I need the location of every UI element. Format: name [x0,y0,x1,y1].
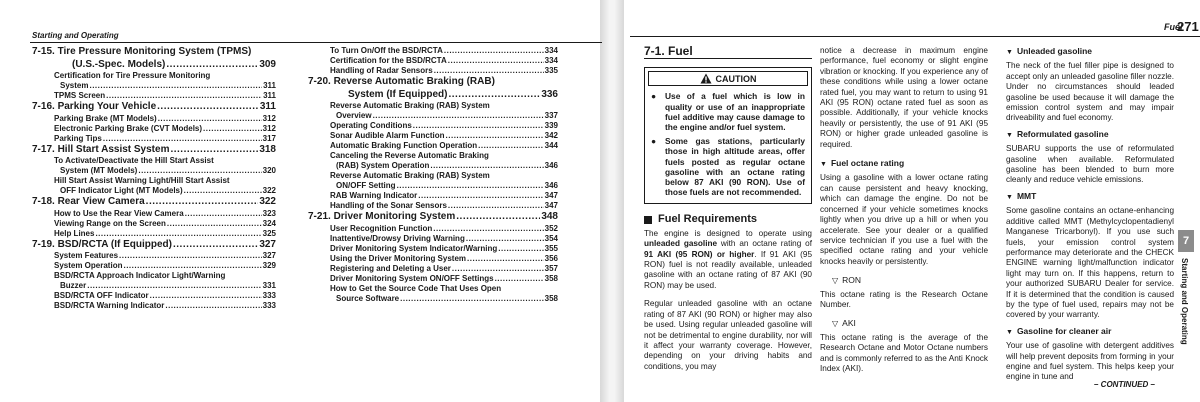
toc-entry-title: BSD/RCTA Warning Indicator [54,301,165,310]
toc-entry[interactable] [308,161,558,171]
toc-entry[interactable] [308,121,558,131]
toc-column-2 [308,46,558,304]
toc-page-number: 358 [544,273,558,283]
toc-page-number: 311 [263,81,276,90]
toc-entry-title: 7-16. Parking Your Vehicle [32,101,157,112]
caution-header [648,71,808,86]
toc-chapter-entry[interactable] [32,101,276,114]
toc-page-number: 309 [259,58,276,70]
toc-entry[interactable] [32,156,276,166]
toc-leader-dots [373,111,544,121]
toc-chapter-entry[interactable] [308,211,558,224]
toc-entry-title: BSD/RCTA Approach Indicator Light/Warning [54,271,226,280]
ron-heading [820,275,988,286]
toc-entry[interactable] [308,264,558,274]
text-run-bold: 91 AKI (95 RON) or higher [644,249,755,259]
toc-entry-title: RAB Warning Indicator [330,191,418,200]
triangle-down-icon: ▼ [1006,193,1013,201]
toc-leader-dots [397,181,544,191]
toc-chapter-entry[interactable] [32,196,276,209]
toc-entry[interactable] [308,111,558,121]
toc-entry-title: To Activate/Deactivate the Hill Start Assist [54,156,214,165]
toc-entry-title: Certification for Tire Pressure Monitoring [54,71,211,80]
toc-entry[interactable] [32,186,276,196]
toc-leader-dots [495,274,544,284]
toc-entry-title: Buzzer [60,281,87,290]
toc-entry[interactable] [32,219,276,229]
text-column-3 [1006,46,1174,383]
toc-column-1 [32,46,276,311]
caution-bullet [651,91,805,132]
toc-leader-dots [467,254,544,264]
section-label: Starting and Operating [32,31,119,40]
toc-entry-title: Parking Tips [54,133,102,143]
toc-page-number: 333 [262,291,276,300]
heading-text: Gasoline for cleaner air [1016,325,1112,336]
toc-leader-dots [103,134,262,144]
toc-entry-title: Using the Driver Monitoring System [330,253,467,263]
toc-leader-dots [203,124,262,134]
heading-text: RON [842,275,862,286]
text-run: with an octane rating of [717,239,812,249]
toc-entry[interactable] [308,151,558,161]
toc-entry-title: Reverse Automatic Braking (RAB) System [330,171,490,180]
toc-page-number: 329 [262,261,276,270]
chapter-side-label: Starting and Operating [1180,258,1189,345]
toc-entry-title: Hill Start Assist Warning Light/Hill Start Assist [54,176,230,185]
toc-entry-title: Handling of Radar Sensors [330,66,433,75]
toc-entry-title: Driver Monitoring System Indicator/Warning [330,243,498,253]
toc-leader-dots [173,239,258,252]
toc-page-number: 335 [544,66,558,75]
toc-page-number: 334 [544,46,558,55]
toc-page-number: 346 [544,161,558,170]
toc-entry-title: Parking Brake (MT Models) [54,113,157,123]
toc-entry[interactable] [308,294,558,304]
toc-leader-dots [448,201,544,211]
toc-leader-dots [123,261,261,271]
fuel-req-paragraph-1 [644,229,812,291]
caution-text: Use of a fuel which is low in quality or use of an inappropriate fuel additive may cause damage to the engine and/or fuel system. [665,91,805,133]
toc-page-number: 318 [259,143,276,155]
toc-page-number: 333 [262,301,276,310]
toc-leader-dots [138,166,261,176]
toc-entry[interactable] [308,141,558,151]
toc-entry[interactable] [308,191,558,201]
toc-leader-dots [466,234,544,244]
bullet-dot-icon: ● [651,91,657,102]
toc-chapter-entry[interactable] [32,59,276,72]
heading-text: Fuel Requirements [658,213,758,226]
heading-text: Reformulated gasoline [1016,128,1109,139]
title-rule [644,58,812,59]
warning-triangle-icon [700,73,712,84]
toc-entry[interactable] [308,181,558,191]
text-column-1 [644,46,812,372]
toc-leader-dots [150,291,262,301]
toc-entry[interactable] [32,281,276,291]
toc-entry-title: 7-18. Rear View Camera [32,196,145,207]
toc-leader-dots [167,219,262,229]
toc-entry-title: Viewing Range on the Screen [54,218,166,228]
toc-entry-title: To Turn On/Off the BSD/RCTA [330,46,443,55]
toc-page-number: 348 [541,211,558,222]
cleaner-air-heading [1006,326,1174,338]
toc-entry-title: System Features [54,251,119,260]
toc-leader-dots [106,91,262,101]
toc-entry[interactable] [308,234,558,244]
book-gutter [600,0,624,402]
heading-text: Unleaded gasoline [1016,46,1093,56]
toc-entry[interactable] [308,66,558,76]
toc-chapter-entry[interactable] [32,46,276,59]
toc-page-number: 337 [544,111,558,120]
toc-entry[interactable] [308,131,558,141]
fuel-octane-heading [820,158,988,170]
triangle-down-icon: ▼ [1006,328,1013,336]
toc-chapter-entry[interactable] [308,89,558,102]
toc-entry-title: Handling of the Sonar Sensors [330,201,447,210]
toc-entry-title: How to Use the Rear View Camera [54,208,184,218]
toc-entry-title: Sonar Audible Alarm Function [330,131,445,140]
toc-entry-title: Driver Monitoring System ON/OFF Settings [330,273,494,283]
triangle-down-icon: ▼ [820,161,827,169]
toc-leader-dots [452,264,544,274]
toc-entry-title: How to Get the Source Code That Uses Open [330,283,502,293]
toc-leader-dots [456,211,540,224]
toc-entry[interactable] [308,201,558,211]
toc-leader-dots [157,101,259,114]
toc-page-number: 331 [262,281,276,290]
toc-entry-title: TPMS Screen [54,91,106,100]
toc-page-number: 358 [544,293,558,303]
toc-entry[interactable] [308,101,558,111]
toc-leader-dots [158,114,262,124]
toc-page-number: 322 [259,196,276,207]
unleaded-paragraph: The neck of the fuel filler pipe is designed to accept only an unleaded gasoline filler nozzle. Under no circumstances should leaded gasoline be used because it will damage the emission control system and may impair driveability and fuel economy. [1006,61,1174,123]
unleaded-heading [1006,46,1174,58]
toc-entry[interactable] [308,274,558,284]
toc-leader-dots [448,56,544,66]
toc-entry[interactable] [308,224,558,234]
toc-leader-dots [146,196,259,209]
toc-entry-title: Inattentive/Drowsy Driving Warning [330,233,465,243]
aki-heading [820,318,988,329]
toc-leader-dots [478,141,544,151]
toc-page-number: 356 [544,253,558,263]
toc-entry-title: Overview [336,111,372,120]
mmt-heading [1006,191,1174,203]
heading-text: AKI [842,318,856,329]
toc-entry[interactable] [32,261,276,271]
header-rule [630,36,1200,37]
toc-page-number: 324 [262,218,276,228]
toc-entry-title: ON/OFF Setting [336,181,396,190]
ron-paragraph: This octane rating is the Research Octane Number. [820,289,988,309]
toc-entry-title: Canceling the Reverse Automatic Braking [330,151,489,160]
toc-entry-title: Electronic Parking Brake (CVT Models) [54,123,203,133]
triangle-down-icon: ▼ [1006,49,1013,56]
triangle-outline-down-icon: ▽ [832,276,839,286]
toc-leader-dots [418,191,543,201]
toc-leader-dots [444,46,544,56]
toc-page-number: 327 [262,251,276,260]
toc-entry[interactable] [308,56,558,66]
toc-page-number: 312 [262,113,276,123]
page-number: 271 [1177,19,1199,34]
toc-leader-dots [430,161,543,171]
toc-entry[interactable] [32,251,276,261]
toc-leader-dots [434,66,544,76]
toc-entry-title: Automatic Braking Function Operation [330,141,478,150]
toc-entry[interactable] [32,209,276,219]
toc-page-number: 344 [544,141,558,150]
toc-entry-title: User Recognition Function [330,223,433,233]
toc-page-number: 347 [544,201,558,210]
toc-entry[interactable] [32,81,276,91]
toc-page-number: 352 [544,223,558,233]
toc-page-number: 311 [263,91,276,100]
caution-box [644,67,812,204]
toc-page-number: 347 [544,191,558,200]
toc-entry-title: System [60,81,89,90]
toc-chapter-entry[interactable] [32,144,276,157]
toc-entry-title: 7-19. BSD/RCTA (If Equipped) [32,238,172,250]
triangle-down-icon: ▼ [1006,131,1013,139]
col2-paragraph: notice a decrease in maximum engine performance, fuel economy or slight engine vibration or knocking. If you experience any of these conditions while using a lower octane rated fuel, you may want to return to using 91 AKI (95 RON) octane rated fuel as soon as possible. Additionally, if your vehicle knocks heavily or persistently, the use of 91 AKI (95 RON) or higher grade unleaded gasoline is required. [820,46,988,149]
text-run: . If 91 AKI (95 RON) fuel is not readily available, unleaded gasoline with an octane rating of 87 AKI (90 RON) may be used. [644,249,812,290]
right-page [624,0,1200,402]
toc-entry-title: Operating Conditions [330,121,412,130]
toc-page-number: 334 [544,56,558,65]
toc-page-number: 311 [259,101,276,112]
toc-page-number: 323 [262,208,276,218]
toc-leader-dots [170,144,258,157]
toc-page-number: 354 [544,233,558,243]
text-run: The engine is designed to operate using [644,228,812,238]
square-bullet-icon [644,216,652,224]
toc-leader-dots [87,281,261,291]
heading-text: Fuel octane rating [830,158,905,169]
toc-entry[interactable] [32,301,276,311]
caution-text: Some gas stations, particularly those in high altitude areas, offer fuels posted as regular octane gasoline with an octane rating below 87 AKI (90 RON). Use of those fuels are not recommended. [665,136,805,198]
caution-bullet [651,136,805,197]
heading-text: MMT [1016,190,1037,201]
toc-page-number: 320 [262,166,276,175]
toc-page-number: 325 [262,228,276,238]
continued-label: – CONTINUED – [1094,380,1155,389]
toc-entry-title: System Operation [54,261,123,270]
toc-entry[interactable] [32,271,276,281]
toc-entry[interactable] [308,254,558,264]
toc-entry-title: System (MT Models) [60,166,138,175]
toc-leader-dots [498,244,543,254]
section-title: 7-1. Fuel [644,44,693,58]
reformulated-paragraph: SUBARU supports the use of reformulated gasoline when available. Reformulated gasoline has been blended to burn more cleanly and reduce vehicle emissions. [1006,144,1174,185]
toc-entry[interactable] [32,124,276,134]
toc-page-number: 346 [544,181,558,190]
toc-leader-dots [446,131,544,141]
header-rule [30,42,602,43]
toc-entry-title: 7-20. Reverse Automatic Braking (RAB) [308,76,495,87]
text-run-bold: unleaded gasoline [644,239,718,249]
toc-leader-dots [119,251,262,261]
toc-entry-title: Reverse Automatic Braking (RAB) System [330,101,490,110]
toc-entry[interactable] [32,91,276,101]
aki-paragraph: This octane rating is the average of the Research Octane and Motor Octane numbers and is commonly referred to as the Anti Knock Index (AKI). [820,332,988,373]
toc-entry[interactable] [32,71,276,81]
toc-leader-dots [166,59,258,72]
toc-leader-dots [184,186,262,196]
header-title: Fuel [1164,22,1183,32]
toc-page-number: 342 [544,131,558,140]
triangle-outline-down-icon: ▽ [832,319,839,329]
toc-leader-dots [89,81,262,91]
toc-entry-title: 7-15. Tire Pressure Monitoring System (TPMS) [32,46,252,57]
caution-label: CAUTION [715,73,757,84]
toc-page-number: 339 [544,121,558,130]
bullet-dot-icon: ● [651,136,657,147]
toc-entry[interactable] [308,46,558,56]
toc-entry[interactable] [308,244,558,254]
toc-entry-title: BSD/RCTA OFF Indicator [54,291,149,300]
toc-leader-dots [448,89,540,102]
toc-entry-title: Certification for the BSD/RCTA [330,56,447,65]
toc-chapter-entry[interactable] [32,239,276,252]
toc-leader-dots [185,209,262,219]
toc-entry[interactable] [32,291,276,301]
toc-page-number: 355 [544,243,558,253]
toc-page-number: 336 [541,88,558,100]
mmt-paragraph: Some gasoline contains an octane-enhancing additive called MMT (Methylcyclopentadienyl Manganese Tricarbonyl). If you use such fuels, your emission control system performance may deteriorate and the CHECK ENGINE warning light/malfunction indicator light may turn on. If this happens, return to your authorized SUBARU Dealer for service. If it is determined that the condition is caused by the type of fuel used, repairs may not be covered by your warranty. [1006,206,1174,320]
chapter-tab: 7 [1178,230,1194,252]
fuel-req-paragraph-2: Regular unleaded gasoline with an octane rating of 87 AKI (90 RON) or higher may also be used. Using regular unleaded gasoline will not be detrimental to engine durability, nor will it affect your warranty coverage. However, depending on your driving habits and conditions, you may [644,299,812,371]
toc-entry[interactable] [32,114,276,124]
toc-entry-title: (U.S.-Spec. Models) [72,58,166,70]
toc-leader-dots [433,224,543,234]
toc-entry[interactable] [32,134,276,144]
toc-entry[interactable] [32,229,276,239]
toc-page-number: 312 [262,123,276,133]
toc-leader-dots [165,301,261,311]
toc-page-number: 357 [544,263,558,273]
toc-leader-dots [413,121,544,131]
toc-page-number: 322 [262,186,276,195]
toc-entry[interactable] [32,176,276,186]
toc-page-number: 317 [262,133,276,143]
toc-entry-title: 7-17. Hill Start Assist System [32,143,170,155]
toc-leader-dots [400,294,544,304]
toc-entry-title: OFF Indicator Light (MT Models) [60,186,183,195]
toc-entry[interactable] [308,171,558,181]
toc-entry[interactable] [308,284,558,294]
text-column-2 [820,46,988,374]
toc-chapter-entry[interactable] [308,76,558,89]
toc-entry[interactable] [32,166,276,176]
toc-entry-title: Registering and Deleting a User [330,263,451,273]
toc-entry-title: (RAB) System Operation [336,161,430,170]
toc-entry-title: Source Software [336,293,400,303]
toc-entry-title: System (If Equipped) [348,88,448,100]
toc-page-number: 327 [259,238,276,250]
cleaner-air-paragraph: Your use of gasoline with detergent additives will help prevent deposits from forming in your engine and fuel system. This helps keep your engine in tune and [1006,341,1174,382]
fuel-octane-paragraph: Using a gasoline with a lower octane rating can cause persistent and heavy knocking, which can damage the engine. Do not be concerned if your vehicle sometimes knocks lightly when you drive up a hill or when you accelerate. See your dealer or a qualified service technician if you use a fuel with the specified octane rating and your vehicle knocks heavily or persistently. [820,173,988,266]
fuel-requirements-heading [644,214,812,224]
reformulated-heading [1006,129,1174,141]
toc-entry-title: Help Lines [54,228,95,238]
toc-leader-dots [95,229,261,239]
toc-entry-title: 7-21. Driver Monitoring System [308,211,456,222]
